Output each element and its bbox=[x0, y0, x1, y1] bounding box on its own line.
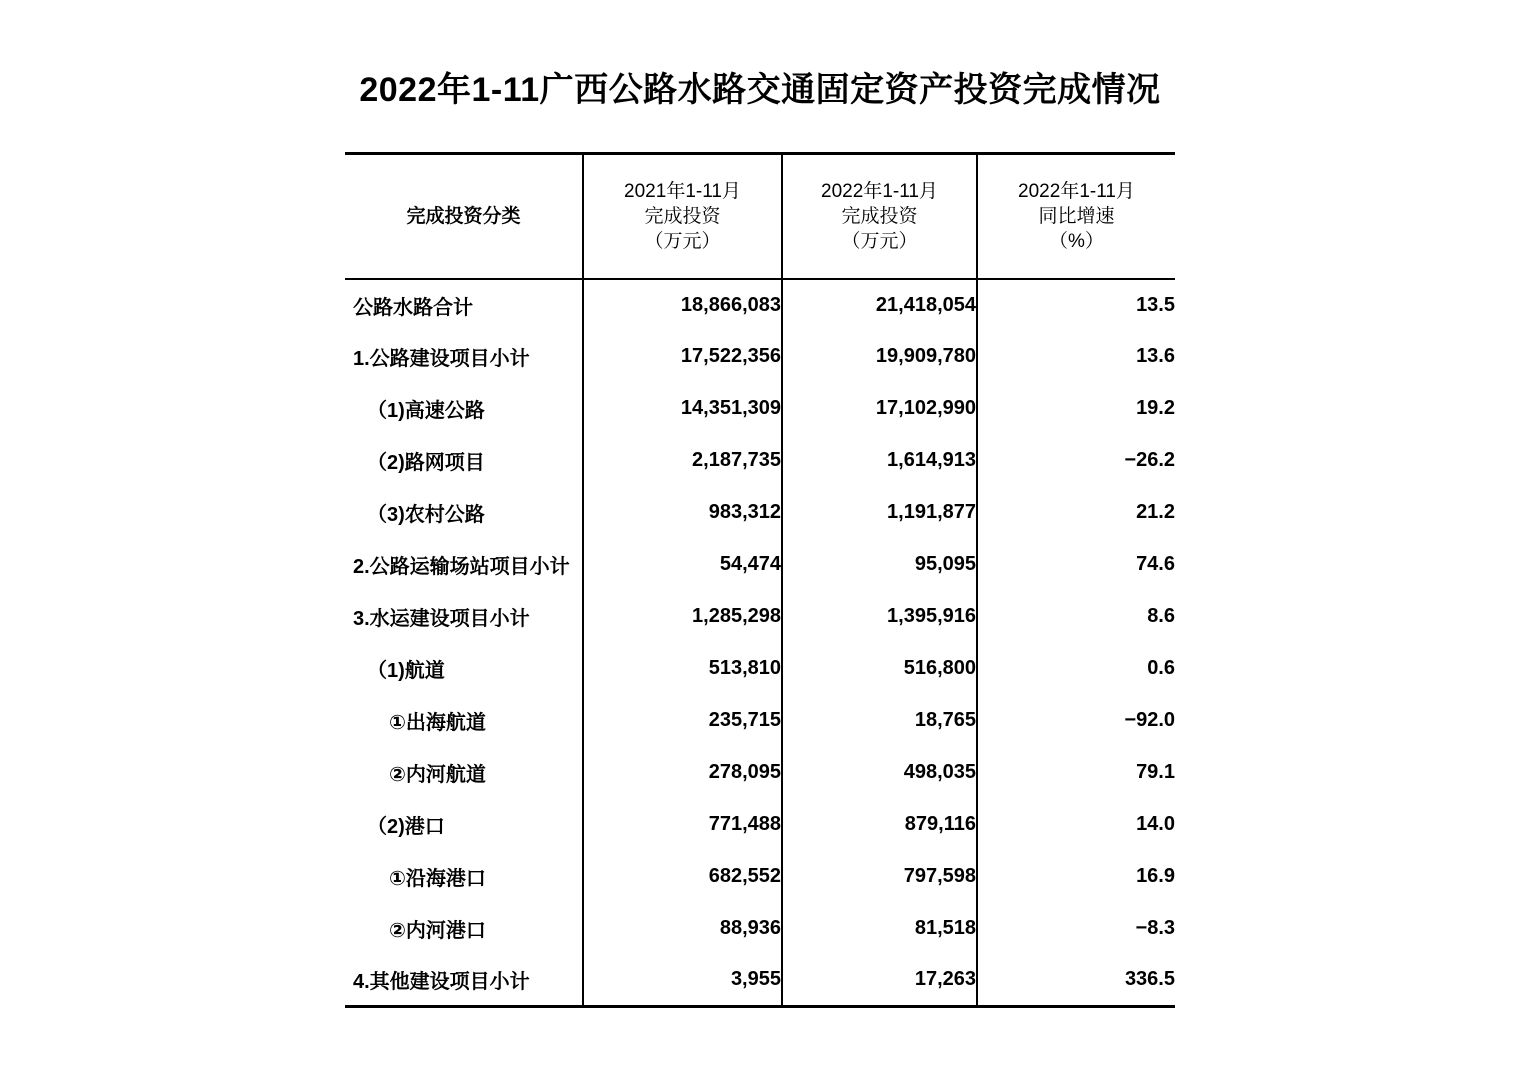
column-header-growth bbox=[977, 154, 1175, 279]
row-value-2022: 1,395,916 bbox=[782, 591, 977, 643]
row-value-2021: 682,552 bbox=[583, 851, 782, 903]
table-row bbox=[345, 539, 1175, 591]
table-body bbox=[345, 279, 1175, 1007]
row-value-2021: 3,955 bbox=[583, 955, 782, 1007]
investment-table-container bbox=[345, 152, 1175, 1008]
row-value-2022: 1,191,877 bbox=[782, 487, 977, 539]
row-value-growth: 13.6 bbox=[977, 331, 1175, 383]
row-label: ②内河港口 bbox=[389, 920, 486, 942]
row-value-growth: 19.2 bbox=[977, 383, 1175, 435]
row-value-2021: 513,810 bbox=[583, 643, 782, 695]
row-value-2022: 1,614,913 bbox=[782, 435, 977, 487]
row-label: ①出海航道 bbox=[389, 712, 486, 734]
row-value-2022: 516,800 bbox=[782, 643, 977, 695]
row-label: 公路水路合计 bbox=[353, 296, 473, 319]
row-value-growth: −26.2 bbox=[977, 435, 1175, 487]
table-header bbox=[345, 154, 1175, 279]
row-label: 4.其他建设项目小计 bbox=[345, 955, 583, 1007]
row-value-2021: 983,312 bbox=[583, 487, 782, 539]
row-value-growth: 336.5 bbox=[977, 955, 1175, 1007]
table-header-row bbox=[345, 154, 1175, 279]
row-value-growth: 8.6 bbox=[977, 591, 1175, 643]
row-value-2021: 88,936 bbox=[583, 903, 782, 955]
column-header-2021-line1: 2021年1-11月 bbox=[624, 180, 741, 202]
table-row bbox=[345, 955, 1175, 1007]
row-value-2022: 19,909,780 bbox=[782, 331, 977, 383]
row-label: （1)航道 bbox=[367, 660, 445, 682]
row-label: 1.公路建设项目小计 bbox=[353, 348, 530, 370]
table-row bbox=[345, 487, 1175, 539]
row-label: （1)高速公路 bbox=[367, 400, 485, 422]
column-header-2021-line3: （万元） bbox=[644, 230, 721, 252]
row-value-2022: 17,263 bbox=[782, 955, 977, 1007]
row-value-2022: 21,418,054 bbox=[782, 279, 977, 331]
column-header-2022-line1: 2022年1-11月 bbox=[821, 180, 938, 202]
table-row bbox=[345, 695, 1175, 747]
table-row bbox=[345, 435, 1175, 487]
column-header-growth-line1: 2022年1-11月 bbox=[1018, 180, 1135, 202]
table-row bbox=[345, 279, 1175, 331]
row-value-2022: 81,518 bbox=[782, 903, 977, 955]
table-row bbox=[345, 591, 1175, 643]
row-value-growth: −8.3 bbox=[977, 903, 1175, 955]
table-row bbox=[345, 383, 1175, 435]
column-header-2022-line3: （万元） bbox=[841, 230, 918, 252]
row-value-2021: 771,488 bbox=[583, 799, 782, 851]
row-label: ②内河航道 bbox=[389, 764, 486, 786]
row-value-growth: −92.0 bbox=[977, 695, 1175, 747]
page-title: 2022年1-11广西公路水路交通固定资产投资完成情况 bbox=[359, 71, 1161, 109]
row-value-2021: 14,351,309 bbox=[583, 383, 782, 435]
row-value-2022: 498,035 bbox=[782, 747, 977, 799]
table-row bbox=[345, 747, 1175, 799]
column-header-2022-line2: 完成投资 bbox=[841, 205, 918, 227]
row-value-2021: 17,522,356 bbox=[583, 331, 782, 383]
row-value-2021: 18,866,083 bbox=[583, 279, 782, 331]
column-header-2021-line2: 完成投资 bbox=[644, 205, 721, 227]
table-row bbox=[345, 851, 1175, 903]
row-value-growth: 21.2 bbox=[977, 487, 1175, 539]
table-row bbox=[345, 903, 1175, 955]
table-row bbox=[345, 643, 1175, 695]
column-header-2022 bbox=[782, 154, 977, 279]
row-value-2022: 18,765 bbox=[782, 695, 977, 747]
row-value-growth: 13.5 bbox=[977, 279, 1175, 331]
row-value-growth: 0.6 bbox=[977, 643, 1175, 695]
row-label: （2)港口 bbox=[367, 816, 445, 838]
row-value-2021: 1,285,298 bbox=[583, 591, 782, 643]
row-value-growth: 14.0 bbox=[977, 799, 1175, 851]
table-row bbox=[345, 331, 1175, 383]
column-header-category-line1: 完成投资分类 bbox=[406, 205, 521, 227]
row-label: 2.公路运输场站项目小计 bbox=[353, 556, 570, 578]
column-header-growth-line3: （%） bbox=[1049, 230, 1104, 252]
column-header-growth-line2: 同比增速 bbox=[1038, 205, 1115, 227]
row-value-2022: 17,102,990 bbox=[782, 383, 977, 435]
row-value-2022: 879,116 bbox=[782, 799, 977, 851]
row-label: ①沿海港口 bbox=[389, 868, 486, 890]
row-label: （3)农村公路 bbox=[367, 504, 485, 526]
row-value-2022: 797,598 bbox=[782, 851, 977, 903]
column-header-2021 bbox=[583, 154, 782, 279]
row-value-growth: 74.6 bbox=[977, 539, 1175, 591]
column-header-category bbox=[345, 154, 583, 279]
row-label: 3.水运建设项目小计 bbox=[353, 608, 530, 630]
row-value-2022: 95,095 bbox=[782, 539, 977, 591]
investment-table bbox=[345, 152, 1175, 1008]
row-value-2021: 54,474 bbox=[583, 539, 782, 591]
row-value-2021: 278,095 bbox=[583, 747, 782, 799]
row-label: （2)路网项目 bbox=[367, 452, 485, 474]
row-value-growth: 16.9 bbox=[977, 851, 1175, 903]
row-value-growth: 79.1 bbox=[977, 747, 1175, 799]
row-value-2021: 235,715 bbox=[583, 695, 782, 747]
table-row bbox=[345, 799, 1175, 851]
row-value-2021: 2,187,735 bbox=[583, 435, 782, 487]
